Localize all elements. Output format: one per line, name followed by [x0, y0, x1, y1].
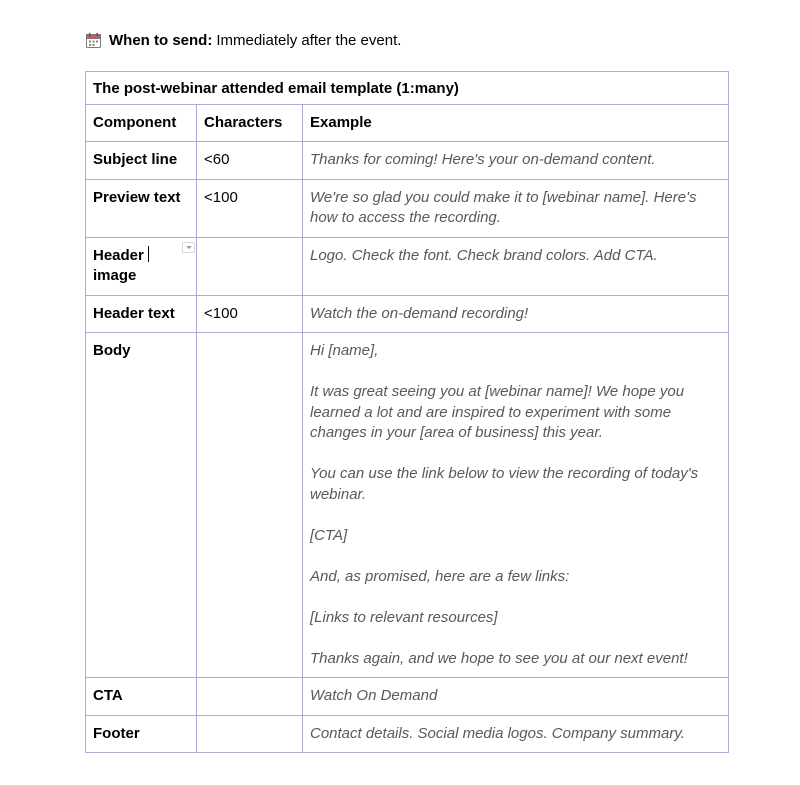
component-cell: Header text — [86, 295, 197, 333]
example-text: [Links to relevant resources] — [310, 608, 498, 626]
chevron-down-icon[interactable] — [182, 242, 195, 253]
table-row — [86, 237, 729, 295]
characters-cell — [197, 715, 303, 753]
table-header-row — [86, 105, 729, 142]
component-cell: CTA — [86, 678, 197, 716]
example-text: Hi [name], — [310, 342, 379, 359]
example-text: Watch the on-demand recording! — [310, 304, 529, 322]
table-row — [86, 142, 729, 180]
example-text: It was great seeing you at [webinar name]! We hope you learned a lot and are inspired to experiment with some changes in your [area of business] this year. — [310, 383, 685, 441]
table-title-row — [86, 72, 729, 105]
when-to-send-value: Immediately after the event. — [216, 31, 402, 49]
example-text: [CTA] — [310, 526, 348, 544]
example-cell — [303, 142, 729, 180]
header-component: Component — [86, 105, 197, 142]
example-text: Logo. Check the font. Check brand colors. Add CTA. — [310, 246, 658, 264]
example-text: Thanks for coming! Here's your on-demand content. — [310, 151, 656, 168]
example-cell — [303, 295, 729, 333]
example-text: Watch On Demand — [310, 687, 438, 704]
header-characters: Characters — [197, 105, 303, 142]
component-cell: Body — [86, 333, 197, 678]
table-row — [86, 333, 729, 678]
example-cell — [303, 715, 729, 753]
component-cell: Subject line — [86, 142, 197, 180]
characters-cell: <60 — [197, 142, 303, 180]
characters-cell: <100 — [197, 179, 303, 237]
example-text: We're so glad you could make it to [webinar name]. Here's how to access the recording. — [310, 188, 697, 226]
example-text: You can use the link below to view the recording of today's webinar. — [310, 465, 699, 503]
header-image-label: Header image — [93, 246, 149, 284]
characters-cell: <100 — [197, 295, 303, 333]
characters-cell — [197, 678, 303, 716]
when-to-send-line — [86, 30, 401, 50]
header-example: Example — [303, 105, 729, 142]
table-title: The post-webinar attended email template (1:many) — [86, 72, 729, 105]
component-cell: Preview text — [86, 179, 197, 237]
characters-cell — [197, 333, 303, 678]
table-row — [86, 179, 729, 237]
example-text: Thanks again, and we hope to see you at our next event! — [310, 649, 688, 667]
table-row — [86, 715, 729, 753]
component-cell[interactable] — [86, 237, 197, 295]
example-cell — [303, 333, 729, 678]
example-cell — [303, 179, 729, 237]
when-to-send-label: When to send: — [109, 31, 213, 49]
example-cell — [303, 678, 729, 716]
example-text: Contact details. Social media logos. Company summary. — [310, 724, 685, 742]
table-row — [86, 295, 729, 333]
text-cursor — [148, 246, 149, 262]
example-text: And, as promised, here are a few links: — [310, 567, 570, 585]
characters-cell — [197, 237, 303, 295]
email-template-table — [85, 71, 729, 753]
component-cell: Footer — [86, 715, 197, 753]
calendar-icon — [86, 33, 101, 48]
table-row — [86, 678, 729, 716]
example-cell — [303, 237, 729, 295]
